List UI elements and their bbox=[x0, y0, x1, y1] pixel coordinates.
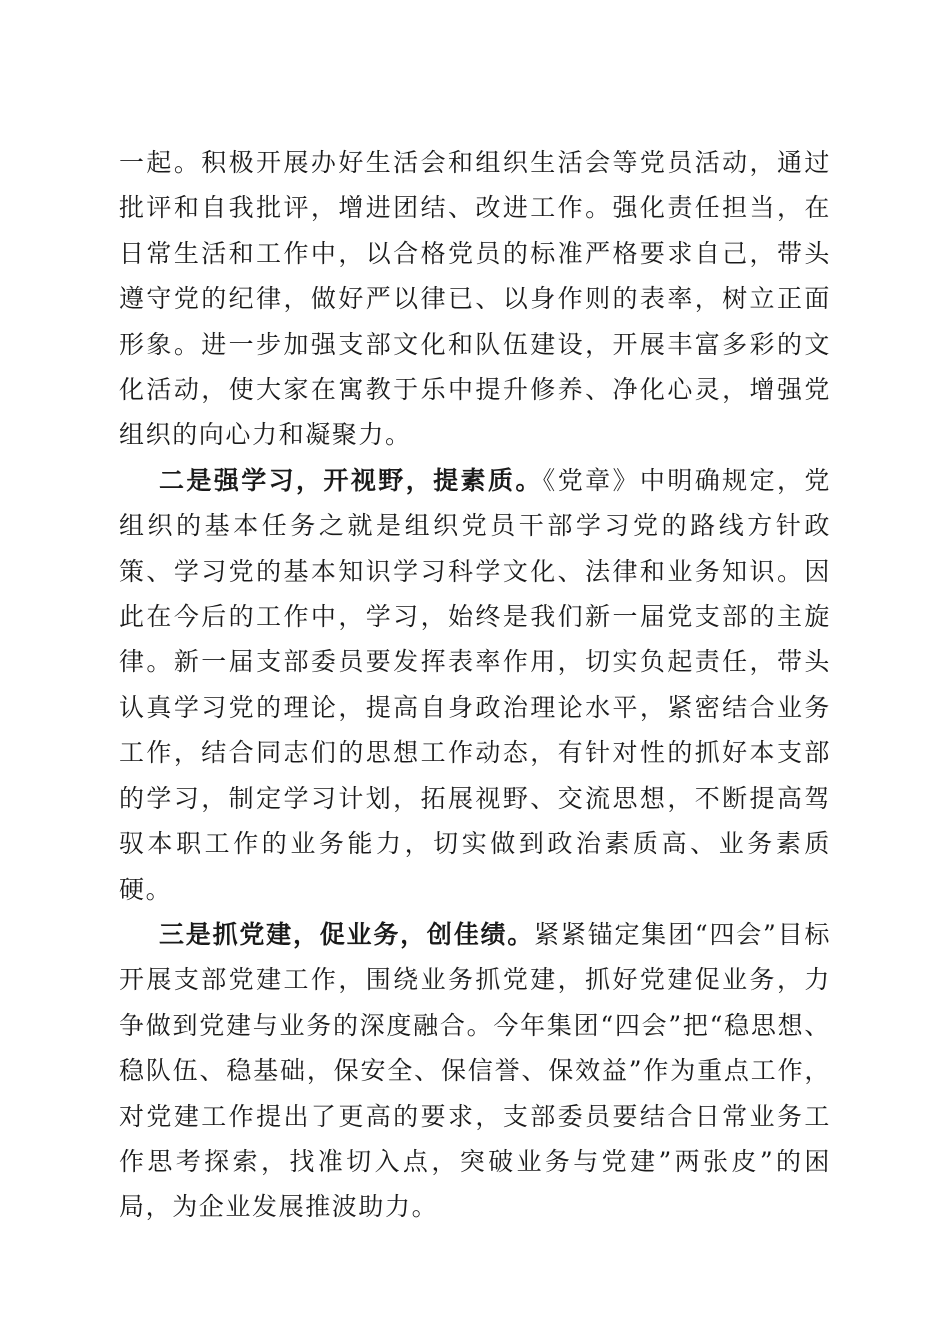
paragraph-1-text: 一起。积极开展办好生活会和组织生活会等党员活动，通过批评和自我批评，增进团结、改进工作。强化责任担当，在日常生活和工作中，以合格党员的标准严格要求自己，带头遵守党的纪律，做好严以律已、以身作则的表率，树立正面形象。进一步加强支部文化和队伍建设，开展丰富多彩的文化活动，使大家在寓教于乐中提升修养、净化心灵，增强党组织的向心力和凝聚力。 bbox=[119, 148, 831, 450]
paragraph-3-heading: 三是抓党建，促业务，创佳绩。 bbox=[159, 919, 535, 949]
paragraph-3 bbox=[119, 912, 831, 1230]
paragraph-3-text: 紧紧锚定集团“四会”目标开展支部党建工作，围绕业务抓党建，抓好党建促业务，力争做到党建与业务的深度融合。今年集团“四会”把“稳思想、稳队伍、稳基础，保安全、保信誉、保效益”作为重点工作，对党建工作提出了更高的要求，支部委员要结合日常业务工作思考探索，找准切入点，突破业务与党建”两张皮”的困局，为企业发展推波助力。 bbox=[119, 919, 831, 1222]
paragraph-1 bbox=[119, 140, 831, 458]
body-text bbox=[119, 140, 831, 1230]
paragraph-2-heading: 二是强学习，开视野，提素质。 bbox=[159, 465, 543, 495]
paragraph-2-text: 《党章》中明确规定，党组织的基本任务之就是组织党员干部学习党的路线方针政策、学习党的基本知识学习科学文化、法律和业务知识。因此在今后的工作中，学习，始终是我们新一届党支部的主旋律。新一届支部委员要发挥表率作用，切实负起责任，带头认真学习党的理论，提高自身政治理论水平，紧密结合业务工作，结合同志们的思想工作动态，有针对性的抓好本支部的学习，制定学习计划，拓展视野、交流思想，不断提高驾驭本职工作的业务能力，切实做到政治素质高、业务素质硬。 bbox=[119, 465, 832, 904]
paragraph-2 bbox=[119, 458, 831, 912]
